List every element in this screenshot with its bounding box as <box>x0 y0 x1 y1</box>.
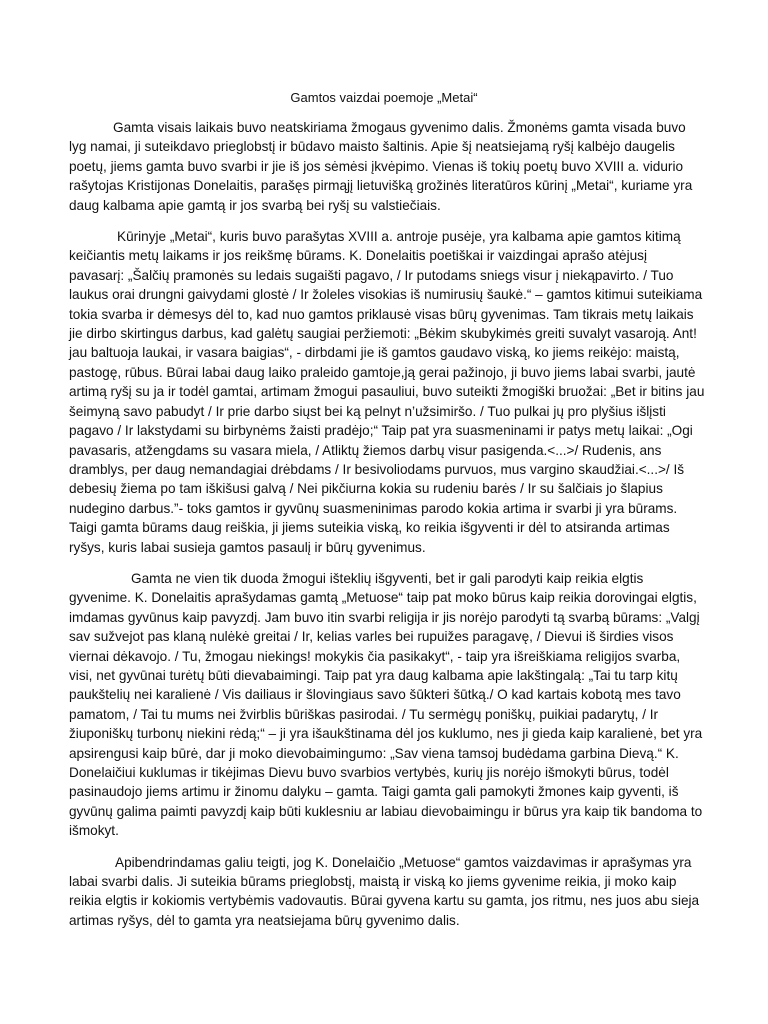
paragraph-morals: Gamta ne vien tik duoda žmogui išteklių išgyventi, bet ir gali parodyti kaip reikia elgtis gyvenime. K. Donelaitis aprašydamas gamtą „Metuose“ taip pat moko būrus kaip reikia dorovingai elgtis, imdamas gyvūnus kaip pavyzdį. Jam buvo itin svarbi religija ir jis norėjo parodyti tą svarbą būrams: „Valgį sav sužvejot pas klaną nulėkė greitai / Ir, kelias varles bei rupuižes paragavę, / Dievui iš širdies visos viernai dėkavojo. / Tu, žmogau niekings! mokykis čia pasikakyt“, - taip yra išreiškiama religijos svarba, visi, net gyvūnai turėtų būti dievabaimingi. Taip pat yra daug kalbama apie lakštingalą: „Tai tu tarp kitų paukštelių nei karalienė / Vis dailiaus ir šlovingiaus savo šūkteri šūtką./ O kad kartais kobotą mes tavo pamatom, / Tai tu mums nei žvirblis būriškas pasirodai. / Tu sermėgų poniškų, puikiai padarytų, / Ir žiuponiškų turbonų niekini rėdą;“ – ji yra išaukštinama dėl jos kuklumo, nes ji gieda kaip karalienė, bet yra apsirengusi kaip būrė, dar ji moko dievobaimingumo: „Sav viena tamsoj budėdama garbina Dievą.“ K. Donelaičiui kuklumas ir tikėjimas Dievu buvo svarbios vertybės, kurių jis norėjo išmokyti būrus, todėl pasinaudojo jiems artimu ir žinomu dalyku – gamta. Taigi gamta gali pamokyti žmones kaip gyventi, iš gyvūnų galima paimti pavyzdį kaip būti kuklesniu ar labiau dievobaimingu ir būrus yra kaip tik bandoma to išmokyt. <box>69 570 703 839</box>
document-body <box>69 118 705 942</box>
paragraph-conclusion: Apibendrindamas galiu teigti, jog K. Donelaičio „Metuose“ gamtos vaizdavimas ir aprašymas yra labai svarbi dalis. Ji suteikia būrams prieglobstį, maistą ir viską ko jiems gyvenime reikia, ji moko kaip reikia elgtis ir kokiomis vertybėmis vadovautis. Būrai gyvena kartu su gamta, jos ritmu, nes juos abu sieja artimas ryšys, dėl to gamta yra neatsiejama būrų gyvenimo dalis. <box>69 854 700 928</box>
paragraph-seasons: Kūrinyje „Metai“, kuris buvo parašytas XVIII a. antroje pusėje, yra kalbama apie gamtos kitimą keičiantis metų laikams ir jos reikšmę būrams. K. Donelaitis poetiškai ir vaizdingai aprašo atėjusį pavasarį: „Šalčių pramonės su ledais sugaišti pagavo, / Ir putodams sniegs visur į niekąpavirto. / Tuo laukus orai drungni gaivydami glostė / Ir žoleles visokias iš numirusių šaukė.“ – gamtos kitimui suteikiama tokia svarba ir dėmesys dėl to, kad nuo gamtos priklausė visas būrų gyvenimas. Tam tikrais metų laikais jie dirbo skirtingus darbus, kad galėtų saugiai peržiemoti: „Bėkim skubykimės greiti suvalyt vasaroją. Ant! jau baltuoja laukai, ir vasara baigias“, - dirbdami jie iš gamtos gaudavo viską, ko jiems reikėjo: maistą, pastogę, rūbus. Būrai labai daug laiko praleido gamtoje,ją gerai pažinojo, ji buvo jiems labai svarbi, jautė artimą ryšį su ja ir todėl gamtai, artimam žmogui pasauliui, buvo suteikti žmogiški bruožai: „Bet ir bitins jau šeimyną savo pabudyt / Ir prie darbo siųst bei ką pelnyt n’užsimiršo. / Tuo pulkai jų pro plyšius išlįsti pagavo / Ir lakstydami su birbynėms žaisti pradėjo;“ Taip pat yra suasmeninami ir patys metų laikai: „Ogi pavasaris, atžengdams su vasara miela, / Atliktų žiemos darbų visur pasigenda.<...>/ Rudenis, ans dramblys, per daug nemandagiai drėbdams / Ir besivoliodams purvuos, mus vargino skaudžiai.<...>/ Iš debesių žiema po tam iškišusi galvą / Nei pikčiurna kokia su rudeniu barės / Ir su šalčiais jo šlapius nudegino darbus.”- toks gamtos ir gyvūnų suasmeninimas parodo kokia artima ir svarbi ji yra būrams. Taigi gamta būrams daug reiškia, ji jiems suteikia viską, ko reikia išgyventi ir dėl to atsiranda artimas ryšys, kuris labai susieja gamtos pasaulį ir būrų gyvenimus. <box>69 229 705 555</box>
paragraph-intro: Gamta visais laikais buvo neatskiriama žmogaus gyvenimo dalis. Žmonėms gamta visada buvo lyg namai, ji suteikdavo prieglobstį ir būdavo maisto šaltinis. Apie šį neatsiejamą ryšį kalbėjo daugelis poetų, jiems gamta buvo svarbi ir jie iš jos sėmėsi įkvėpimo. Vienas iš tokių poetų buvo XVIII a. vidurio rašytojas Kristijonas Donelaitis, parašęs pirmąjį lietuvišką grožinės literatūros kūrinį „Metai“, kuriame yra daug kalbama apie gamtą ir jos svarbą bei ryšį su valstiečiais. <box>69 120 693 213</box>
document-title: Gamtos vaizdai poemoje „Metai“ <box>290 90 478 105</box>
